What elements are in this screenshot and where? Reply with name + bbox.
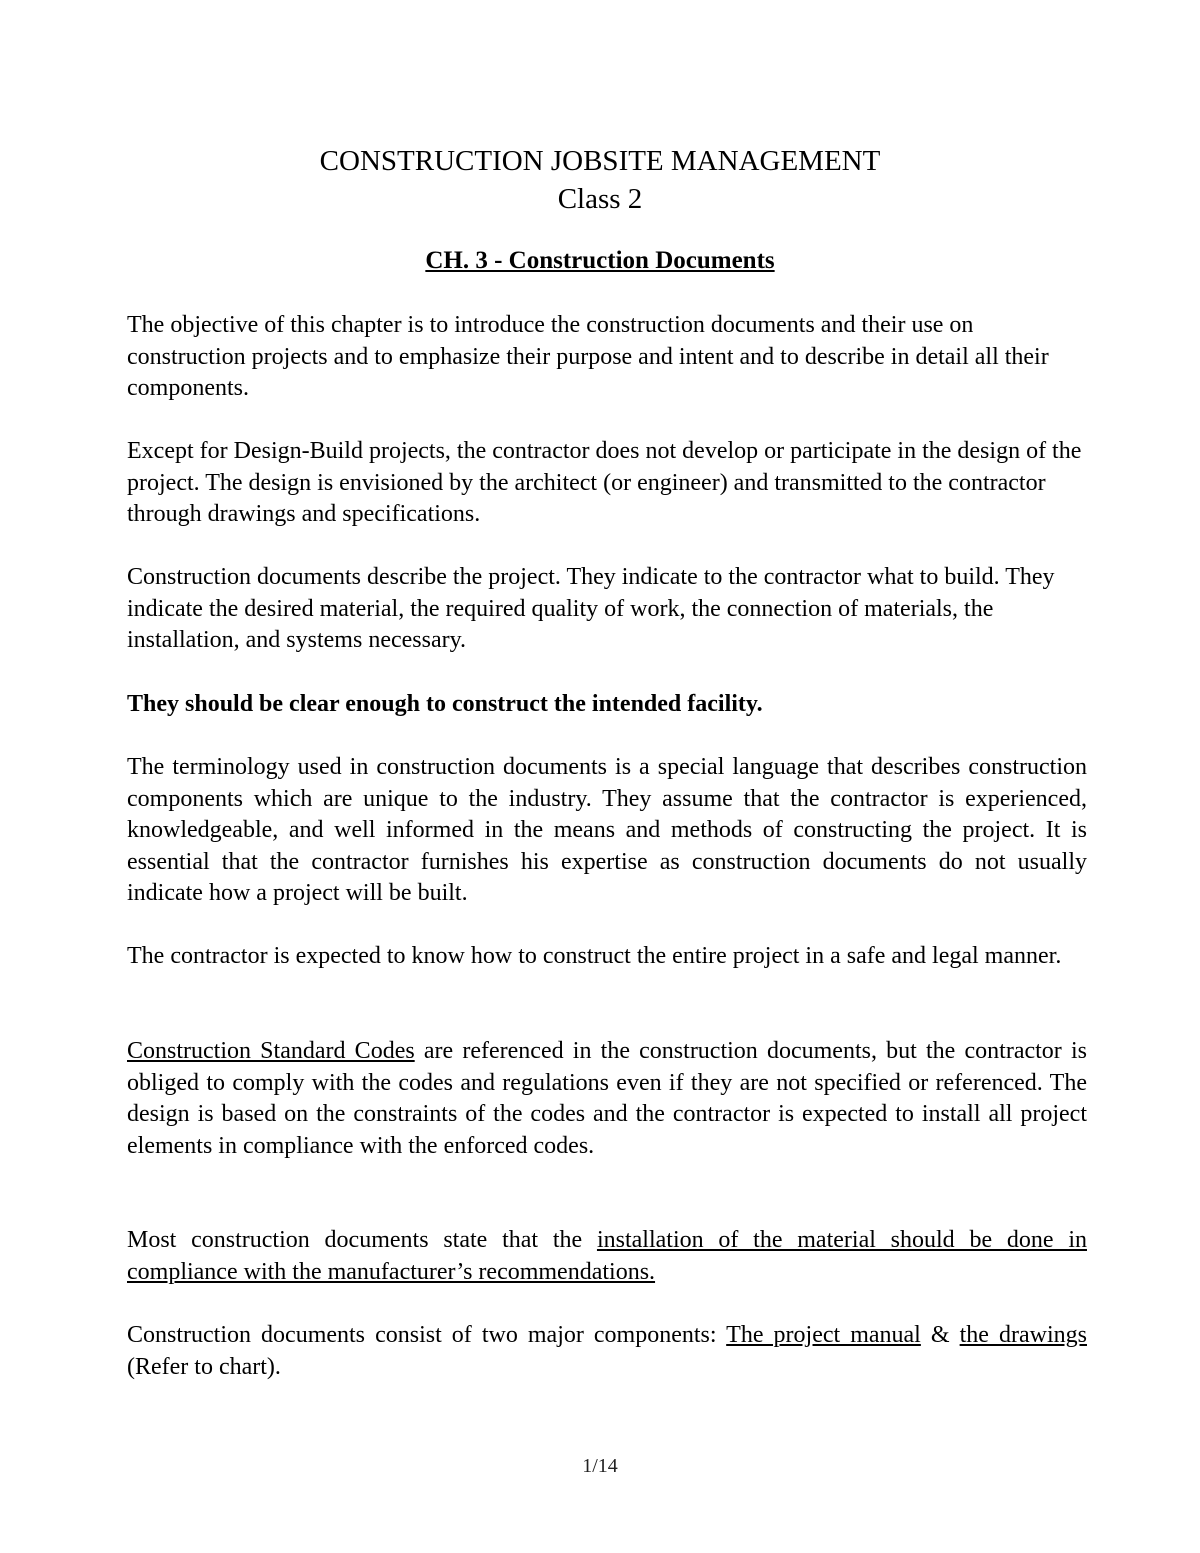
components-end-text: (Refer to chart).: [127, 1353, 281, 1380]
document-subtitle: Class 2: [557, 183, 643, 215]
project-manual-text: The project manual: [726, 1322, 921, 1348]
paragraph-components: [127, 1320, 1087, 1383]
paragraph-terminology: The terminology used in construction documents is a special language that describes construction components which are unique to the industry. They assume that the contractor is experienced, knowledgeable, and well informed in the means and methods of constructing the project. It is essential that the contractor furnishes his expertise as construction documents do not usually indicate how a project will be built.: [127, 754, 1087, 907]
codes-underlined-text: Construction Standard Codes: [127, 1038, 415, 1064]
document-title: CONSTRUCTION JOBSITE MANAGEMENT: [319, 145, 881, 177]
title-block: [0, 142, 1200, 218]
chapter-heading: CH. 3 - Construction Documents: [425, 247, 775, 274]
drawings-text: the drawings: [959, 1322, 1087, 1348]
manufacturer-underlined-text: installation of the material should be done in compliance with the manufacturer’s recommendations.: [127, 1227, 1087, 1285]
page-number: 1/14: [582, 1455, 618, 1477]
paragraph-design-build: Except for Design-Build projects, the contractor does not develop or participate in the design of the project. The design is envisioned by the architect (or engineer) and transmitted to the contractor through drawings and specifications.: [127, 438, 1082, 528]
paragraph-safe-legal: The contractor is expected to know how to construct the entire project in a safe and legal manner.: [127, 943, 1062, 969]
paragraph-codes: [127, 1036, 1087, 1162]
paragraph-objective: The objective of this chapter is to introduce the construction documents and their use on construction projects and to emphasize their purpose and intent and to describe in detail all their components.: [127, 312, 1049, 402]
manufacturer-start-text: Most construction documents state that the: [127, 1227, 597, 1253]
codes-rest-text: are referenced in the construction documents, but the contractor is obliged to comply with the codes and regulations even if they are not specified or referenced. The design is based on the constraints of the codes and the contractor is expected to install all project elements in compliance with the enforced codes.: [127, 1038, 1087, 1159]
paragraph-documents-describe: Construction documents describe the project. They indicate to the contractor what to build. They indicate the desired material, the required quality of work, the connection of materials, the installation, and systems necessary.: [127, 564, 1055, 654]
components-ampersand: &: [920, 1322, 960, 1348]
paragraph-bold-statement: They should be clear enough to construct the intended facility.: [127, 691, 763, 717]
paragraph-manufacturer: [127, 1225, 1087, 1288]
components-start-text: Construction documents consist of two major components:: [127, 1322, 727, 1348]
